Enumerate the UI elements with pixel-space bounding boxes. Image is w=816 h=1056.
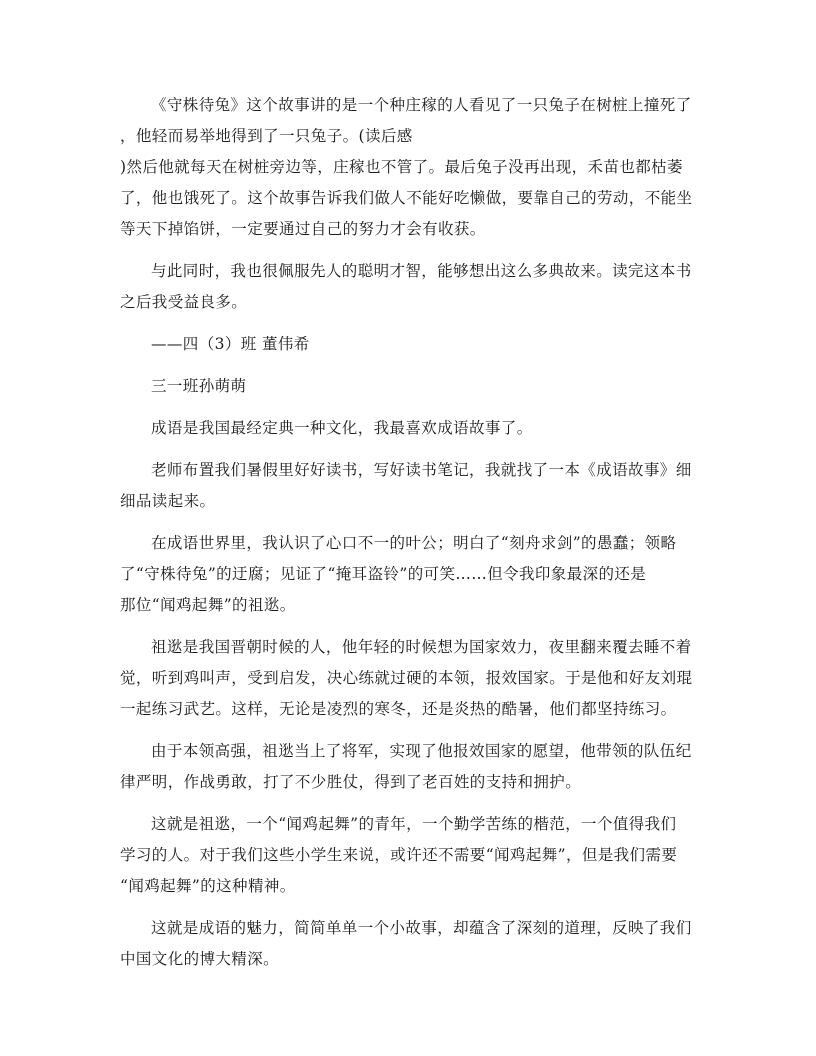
paragraph-assignment — [120, 455, 698, 517]
text-line: 细品读起来。 — [120, 492, 216, 510]
text-line: 老师布置我们暑假里好好读书，写好读书笔记，我就找了一本《成语故事》细 — [151, 461, 692, 479]
paragraph-shouzhudaitu-summary — [120, 90, 698, 245]
text-line: ，他轻而易举地得到了一只兔子。(读后感 — [120, 127, 413, 145]
text-line: 由于本领高强，祖逖当上了将军，实现了他报效国家的愿望，他带领的队伍纪 — [151, 742, 692, 760]
text-line: 学习的人。对于我们这些小学生来说，或许还不需要“闻鸡起舞”，但是我们需要 — [120, 846, 678, 864]
text-line: 等天下掉馅饼，一定要通过自己的努力才会有收获。 — [120, 220, 486, 238]
essay-author-heading — [120, 371, 698, 402]
text-line: 这就是成语的魅力，简简单单一个小故事，却蕴含了深刻的道理，反映了我们 — [151, 919, 692, 937]
text-line: 祖逖是我国晋朝时候的人，他年轻的时候想为国家效力，夜里翻来覆去睡不着 — [151, 638, 692, 656]
text-line: 三一班孙萌萌 — [151, 377, 247, 395]
paragraph-intro — [120, 413, 698, 444]
text-line: 觉，听到鸡叫声，受到启发，决心练就过硬的本领，报效国家。于是他和好友刘琨 — [120, 669, 693, 687]
text-line: 中国文化的博大精深。 — [120, 950, 280, 968]
text-line: 成语是我国最经定典一种文化，我最喜欢成语故事了。 — [151, 419, 533, 437]
document-body — [120, 90, 698, 986]
paragraph-conclusion — [120, 913, 698, 975]
text-line: 了“守株待兔”的迂腐；见证了“掩耳盗铃”的可笑……但令我印象最深的还是 — [120, 565, 647, 583]
text-line: 在成语世界里，我认识了心口不一的叶公；明白了“刻舟求剑”的愚蠢；领略 — [151, 534, 677, 552]
text-line: 一起练习武艺。这样，无论是凌烈的寒冬，还是炎热的酷暑，他们都坚持练习。 — [120, 700, 677, 718]
text-line: )然后他就每天在树桩旁边等，庄稼也不管了。最后兔子没再出现，禾苗也都枯萎 — [120, 158, 683, 176]
paragraph-idiom-world — [120, 528, 698, 621]
text-line: 之后我受益良多。 — [120, 293, 248, 311]
text-line: 与此同时，我也很佩服先人的聪明才智，能够想出这么多典故来。读完这本书 — [151, 262, 692, 280]
text-line: 这就是祖逖，一个“闻鸡起舞”的青年，一个勤学苦练的楷范，一个值得我们 — [151, 815, 677, 833]
text-line: 律严明，作战勇敢，打了不少胜仗，得到了老百姓的支持和拥护。 — [120, 773, 582, 791]
text-line: 了，他也饿死了。这个故事告诉我们做人不能好吃懒做，要靠自己的劳动，不能坐 — [120, 189, 693, 207]
text-line: 《守株待兔》这个故事讲的是一个种庄稼的人看见了一只兔子在树桩上撞死了 — [151, 96, 692, 114]
text-line: 那位“闻鸡起舞”的祖逖。 — [120, 596, 296, 614]
text-line: “闻鸡起舞”的这种精神。 — [120, 877, 296, 895]
author-signature — [120, 329, 698, 360]
paragraph-zuti-story — [120, 632, 698, 725]
text-line: ——四（3）班 董伟希 — [151, 335, 310, 353]
paragraph-zuti-general — [120, 736, 698, 798]
paragraph-admiration — [120, 256, 698, 318]
paragraph-zuti-lesson — [120, 809, 698, 902]
